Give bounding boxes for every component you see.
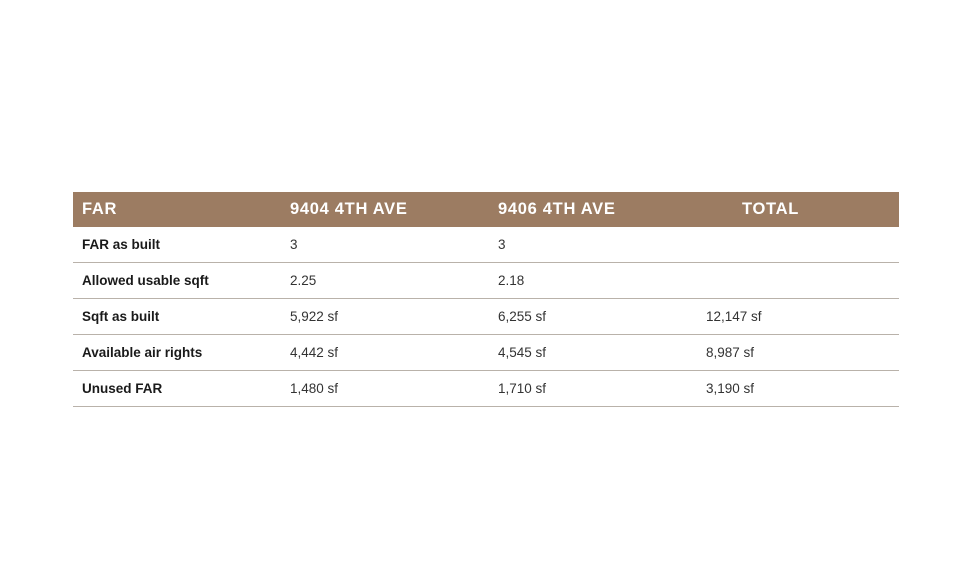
far-table-container bbox=[73, 192, 899, 407]
table-header bbox=[73, 192, 899, 227]
table-row bbox=[73, 371, 899, 407]
cell-9406: 1,710 sf bbox=[489, 371, 697, 407]
cell-total: 8,987 sf bbox=[697, 335, 899, 371]
cell-9404: 4,442 sf bbox=[281, 335, 489, 371]
row-label: Sqft as built bbox=[73, 299, 281, 335]
column-header-9406-4th-ave: 9406 4TH AVE bbox=[498, 200, 616, 218]
cell-9406: 6,255 sf bbox=[489, 299, 697, 335]
far-table bbox=[73, 192, 899, 407]
cell-total bbox=[697, 227, 899, 263]
cell-9404: 2.25 bbox=[281, 263, 489, 299]
table-header-row bbox=[73, 192, 899, 227]
row-label: Allowed usable sqft bbox=[73, 263, 281, 299]
table-row bbox=[73, 335, 899, 371]
row-label: FAR as built bbox=[73, 227, 281, 263]
row-label: Unused FAR bbox=[73, 371, 281, 407]
table-row bbox=[73, 227, 899, 263]
cell-total: 3,190 sf bbox=[697, 371, 899, 407]
table-row bbox=[73, 299, 899, 335]
cell-total bbox=[697, 263, 899, 299]
column-header-far: FAR bbox=[82, 200, 118, 218]
column-header-9404-4th-ave: 9404 4TH AVE bbox=[290, 200, 408, 218]
cell-9406: 2.18 bbox=[489, 263, 697, 299]
cell-9404: 5,922 sf bbox=[281, 299, 489, 335]
row-label: Available air rights bbox=[73, 335, 281, 371]
table-body bbox=[73, 227, 899, 407]
cell-9404: 1,480 sf bbox=[281, 371, 489, 407]
column-header-total: TOTAL bbox=[742, 200, 799, 218]
cell-total: 12,147 sf bbox=[697, 299, 899, 335]
cell-9404: 3 bbox=[281, 227, 489, 263]
table-row bbox=[73, 263, 899, 299]
cell-9406: 3 bbox=[489, 227, 697, 263]
cell-9406: 4,545 sf bbox=[489, 335, 697, 371]
